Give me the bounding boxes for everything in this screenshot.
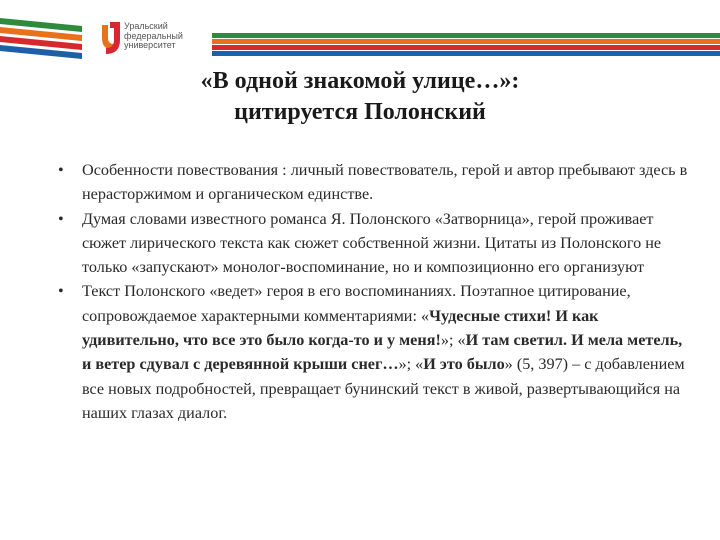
citation-text-4: » (5, 397) – с добавлением все новых подробностей, превращает бунинский текст в живой, развертывающийся на наших глазах диалог.	[82, 355, 685, 422]
bullet-item-romance	[52, 207, 692, 280]
quote-2: И там светил. И мела метель, и ветер сдувал с деревянной крыши снег…	[82, 331, 683, 374]
bullet-item-citation	[52, 279, 692, 425]
university-name-line-3: университет	[124, 40, 176, 50]
slide-title-line-1: «В одной знакомой улице…»:	[200, 68, 520, 94]
quote-1: Чудесные стихи! И как удивительно, что все это было когда-то и у меня!	[82, 306, 599, 350]
citation-text-2: »; «	[440, 331, 466, 350]
slide-title-line-2: цитируется Полонский	[234, 99, 486, 125]
citation-text-3: »; «	[398, 355, 424, 374]
header-bar	[0, 0, 720, 75]
university-logo-icon	[102, 22, 120, 54]
citation-text-1: Текст Полонского «ведет» героя в его воспоминаниях. Поэтапное цитирование, сопровождаемое характерными комментариями: «	[82, 282, 631, 325]
left-stripes	[0, 18, 82, 59]
bullet-marker: •	[58, 209, 64, 228]
bullet-text	[82, 282, 685, 421]
bullet-marker: •	[58, 282, 64, 301]
university-name-line-1: Уральский	[124, 21, 168, 31]
header-stripes	[0, 0, 720, 75]
bullet-text: Думая словами известного романса Я. Полонского «Затворница», герой проживает сюжет лирического текста как сюжет собственной жизни. Цитаты из Полонского не только «запускают» монолог-воспоминание, но и композиционно его организуют	[82, 209, 662, 277]
bullet-item-narration	[52, 158, 692, 207]
bullet-marker: •	[58, 161, 64, 179]
right-stripes	[212, 33, 720, 56]
university-name	[124, 22, 183, 51]
quote-3: И это было	[423, 355, 505, 374]
slide-title	[60, 66, 660, 128]
bullet-list	[52, 158, 692, 425]
university-name-line-2: федеральный	[124, 30, 183, 41]
bullet-text: Особенности повествования : личный повествователь, герой и автор пребывают здесь в нерасторжимом и органическом единстве.	[82, 161, 688, 204]
